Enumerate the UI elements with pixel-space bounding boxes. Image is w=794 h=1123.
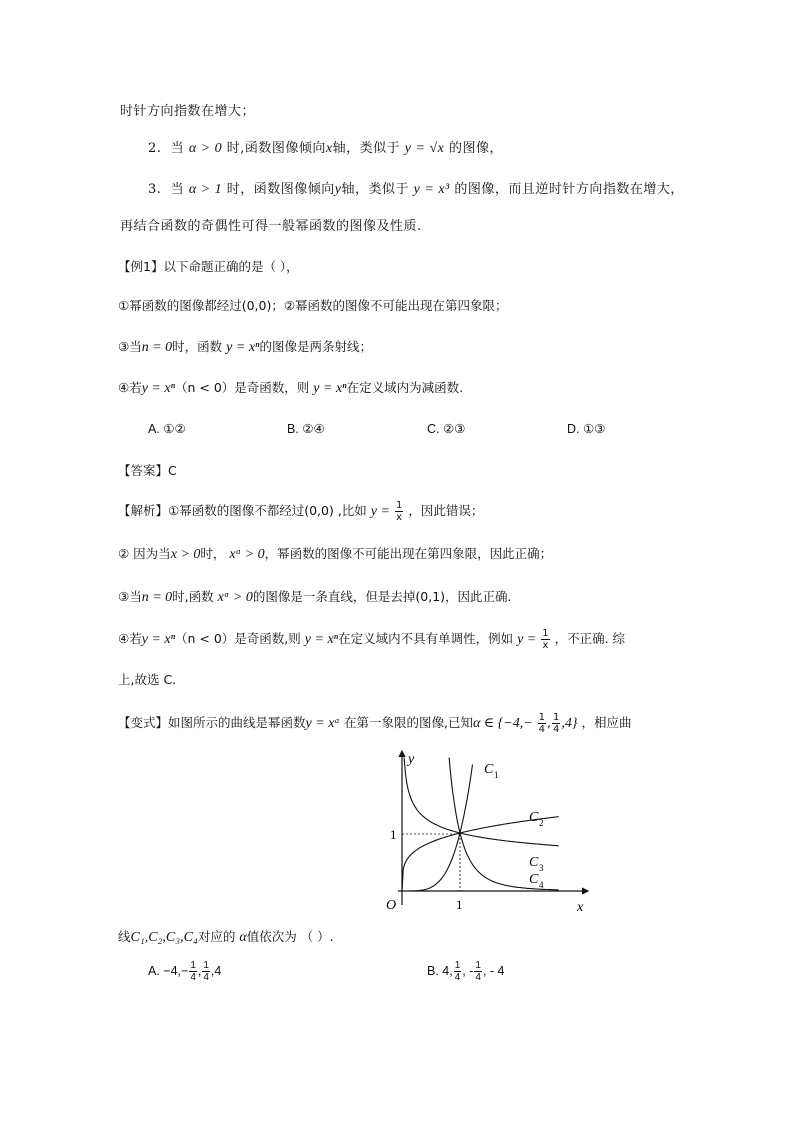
curve-label-c1 (484, 762, 499, 780)
variant-option-a: A. −4,− $\frac{1}{4}$ , $\frac{1}{4}$ ,4 (148, 960, 222, 983)
answer: 【答案】C (118, 463, 177, 478)
example1-question: 【例1】以下命题正确的是（ ）， (118, 259, 299, 274)
example1-option-b: B. ②④ (287, 422, 325, 436)
curve-c1 (402, 765, 473, 891)
x-tick-1: 1 (456, 897, 463, 912)
intro-item-3: 3. 当 α > 1 时，函数图像倾向y轴，类似于 y = x³ 的图像，而且逆时针方向指数在增大， (148, 182, 684, 197)
example1-p2: ③当n = 0时，函数 y = xⁿ的图像是两条射线； (118, 339, 372, 355)
svg-text:3: 3 (539, 863, 544, 873)
analysis-line-5: 上,故选 C. (118, 672, 177, 687)
variant-option-b: B. 4, $\frac{1}{4}$ , - $\frac{1}{4}$ , - 4 (427, 960, 505, 983)
fraction: $\frac{1}{4}$ (553, 712, 560, 735)
svg-text:1: 1 (494, 770, 499, 780)
curve-label-c2 (529, 810, 544, 828)
intro-line-0: 时针方向指数在增大； (120, 104, 256, 119)
fraction: $\frac{1}{4}$ (538, 712, 546, 735)
curve-c3 (404, 758, 558, 846)
analysis-line-2: ② 因为当x > 0时， xᵅ > 0，幂函数的图像不可能出现在第四象限，因此正确； (118, 546, 553, 562)
analysis-line-1: 【解析】①幂函数的图像不都经过(0,0) ,比如 y = $\frac{1}{x}$ ，因此错误； (118, 500, 484, 523)
svg-text:C: C (484, 762, 494, 777)
example1-p1: ①幂函数的图像都经过(0,0)；②幂函数的图像不可能出现在第四象限； (118, 298, 508, 313)
example1-option-c: C. ②③ (427, 422, 466, 436)
origin-label: O (386, 898, 397, 913)
y-tick-1: 1 (390, 827, 397, 842)
svg-text:4: 4 (539, 880, 544, 890)
variant-line-2: 线C₁,C₂,C₃,C₄对应的 α值依次为 （ ）. (118, 929, 334, 945)
svg-text:C: C (529, 855, 539, 870)
curve-label-c4 (529, 872, 544, 890)
fraction: $\frac{1}{x}$ (395, 500, 403, 523)
variant-question: 【变式】如图所示的曲线是幂函数y = xᵅ 在第一象限的图像,已知α ∈ {−4,− $\frac{1}{4}$ , $\frac{1}{4}$ ,4} ，相应曲 (118, 712, 632, 735)
fraction: $\frac{1}{x}$ (542, 628, 549, 651)
intro-line-4: 再结合函数的奇偶性可得一般幂函数的图像及性质. (120, 219, 422, 234)
example1-option-d: D. ①③ (567, 422, 606, 436)
curve-label-c3 (529, 855, 544, 873)
y-axis-label: y (408, 752, 415, 767)
svg-text:C: C (529, 810, 539, 825)
power-function-figure (378, 745, 598, 920)
intro-item-2: 2. 当 α > 0 时,函数图像倾向x轴，类似于 y = √x 的图像， (148, 141, 503, 156)
example1-p3: ④若y = xⁿ（n < 0）是奇函数，则 y = xⁿ在定义域内为减函数. (118, 380, 464, 396)
svg-text:C: C (529, 872, 539, 887)
analysis-line-4: ④若y = xⁿ（n < 0）是奇函数,则 y = xⁿ在定义域内不具有单调性，例如 y = $\frac{1}{x}$ ，不正确. 综 (118, 628, 626, 651)
x-axis-label: x (577, 900, 584, 915)
example1-option-a: A. ①② (148, 422, 186, 436)
svg-text:2: 2 (539, 818, 544, 828)
analysis-line-3: ③当n = 0时,函数 xᵅ > 0的图像是一条直线，但是去掉(0,1)，因此正确. (118, 589, 512, 605)
